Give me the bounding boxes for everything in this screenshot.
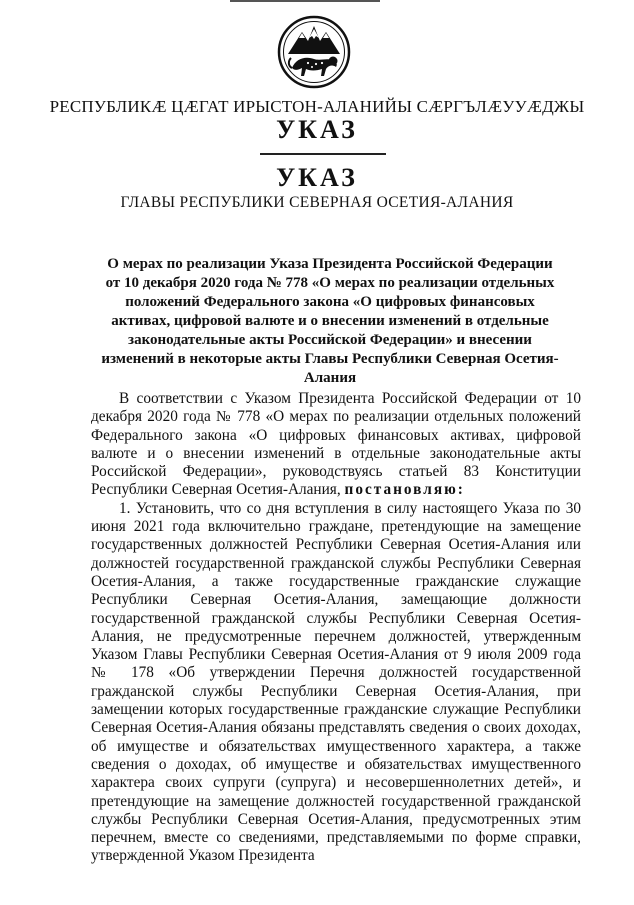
preamble-paragraph (91, 390, 581, 500)
coat-of-arms-icon (276, 14, 352, 90)
decree-word: постановляю: (344, 481, 465, 499)
divider-line (260, 153, 386, 155)
issuer-subtitle: ГЛАВЫ РЕСПУБЛИКИ СЕВЕРНАЯ ОСЕТИЯ-АЛАНИЯ (120, 194, 514, 211)
ukaz-title-russian: УКАЗ (276, 163, 358, 192)
ukaz-title-ossetian: УКАЗ (276, 115, 358, 144)
top-rule (230, 0, 380, 2)
document-body (91, 390, 581, 866)
preamble-text: В соответствии с Указом Президента Российской Федерации от 10 декабря 2020 года № 778 «О мерах по реализации отдельных положений Федерального закона «О цифровых финансовых активах, цифровой валюте и о внесении изменений в отдельные законодательные акты Российской Федерации», руководствуясь статьей 83 Конституции Республики Северная Осетия-Алания, (91, 390, 581, 499)
republic-header-ossetian: РЕСПУБЛИКӔ ЦӔГАТ ИРЫСТОН-АЛАНИЙЫ СӔРГЪЛӔУУӔДЖЫ (49, 97, 585, 116)
paragraph-1: 1. Установить, что со дня вступления в силу настоящего Указа по 30 июня 2021 года включительно граждане, претендующие на замещение государственных должностей Республики Северная Осетия-Алания или должностей государственной гражданской службы Республики Северная Осетия-Алания, а также государственные гражданские служащие Республики Северная Осетия-Алания, замещающие должности государственной гражданской службы Республики Северная Осетия-Алания, не предусмотренные перечнем должностей, утвержденным Указом Главы Республики Северная Осетия-Алания от 9 июля 2009 года № 178 «Об утверждении Перечня должностей государственной гражданской службы Республики Северная Осетия-Алания, при замещении которых государственные гражданские служащие Республики Северная Осетия-Алания обязаны представлять сведения о своих доходах, об имуществе и обязательствах имущественного характера, а также сведения о доходах, об имуществе и обязательствах имущественного характера своих супруги (супруга) и несовершеннолетних детей», и претендующие на замещение должностей государственной гражданской службы Республики Северная Осетия-Алания, предусмотренных этим перечнем, вместе со сведениями, представляемыми по форме справки, утвержденной Указом Президента (91, 499, 581, 865)
document-title: О мерах по реализации Указа Президента Российской Федерации от 10 декабря 2020 года № 778 «О мерах по реализации отдельных положений Федерального закона «О цифровых финансовых активах, цифровой валюте и о внесении изменений в отдельные законодательные акты Российской Федерации» и внесении изменений в некоторые акты Главы Республики Северная Осетия-Алания (101, 256, 559, 386)
